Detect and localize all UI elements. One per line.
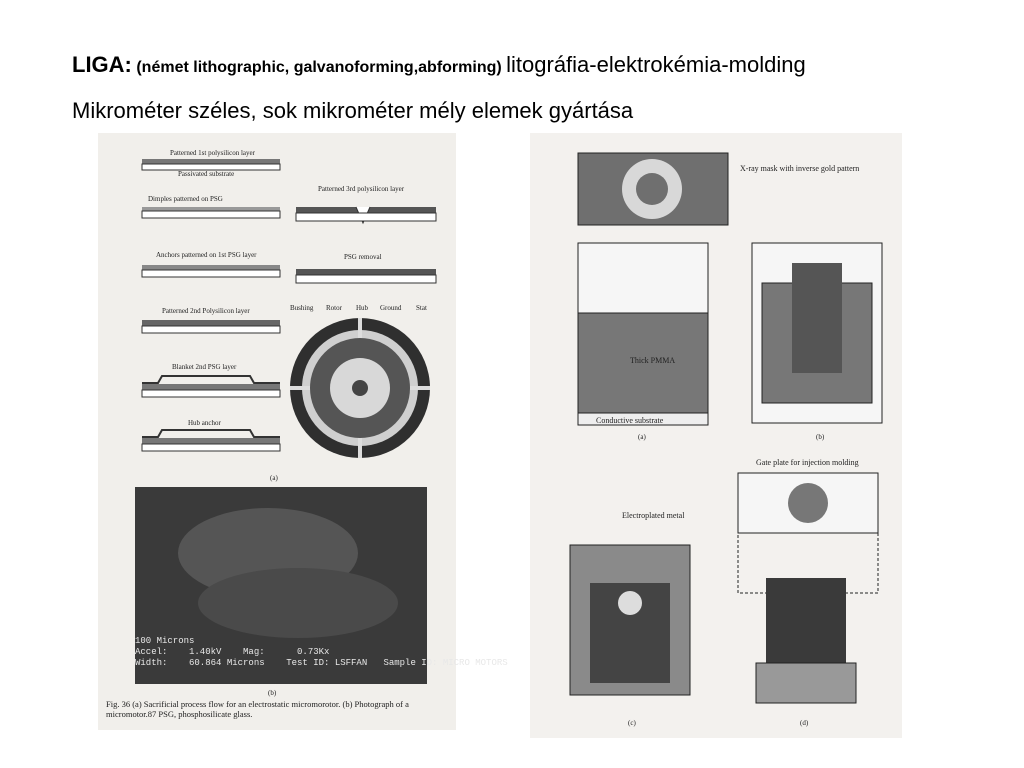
photo-overlay-line-2: Accel: 1.40kV Mag: 0.73Kx: [135, 647, 330, 657]
step-8: [296, 253, 436, 283]
figure-label-b-left: (b): [268, 689, 277, 697]
step-label-3: Dimples patterned on PSG: [148, 195, 223, 203]
step-label-4: Anchors patterned on 1st PSG layer: [156, 251, 257, 259]
title-liga: LIGA:: [72, 52, 132, 77]
photo-overlay-line-1: 100 Microns: [135, 636, 195, 646]
mask-label: X-ray mask with inverse gold pattern: [740, 164, 860, 173]
figure-label-a-left: (a): [270, 474, 278, 482]
step-label-1: Patterned 1st polysilicon layer: [170, 149, 255, 157]
liga-process-figure: [530, 133, 902, 738]
figure-caption: Fig. 36 (a) Sacrificial process flow for an electrostatic micromorotor. (b) Photograph of a micromotor.87 PSG, phosphosilicate glass.: [106, 699, 409, 719]
part-hub: Hub: [356, 304, 369, 312]
photo-metadata: [135, 636, 508, 669]
step-7: [296, 185, 436, 223]
electroplated-label: Electroplated metal: [622, 511, 685, 520]
figure-label-c: (c): [628, 719, 636, 727]
micromotor-top-view: [290, 318, 430, 458]
title-parenthetical: (német lithographic, galvanoforming,abforming): [136, 59, 502, 76]
gate-plate-label: Gate plate for injection molding: [756, 458, 859, 467]
slide-title: [72, 52, 806, 78]
step-2: [142, 195, 280, 218]
part-stat: Stat: [416, 304, 427, 312]
xray-mask: [578, 153, 728, 225]
part-labels: [290, 304, 427, 312]
step-label-5: Patterned 2nd Polysilicon layer: [162, 307, 250, 315]
step-label-6: Blanket 2nd PSG layer: [172, 363, 237, 371]
liga-process-diagram: [530, 133, 902, 738]
step-label-9: PSG removal: [344, 253, 382, 261]
part-rotor: Rotor: [326, 304, 342, 312]
photo-overlay-line-3: Width: 60.864 Microns Test ID: LSFFAN Sample ID: MICRO MOTORS: [135, 658, 508, 668]
title-description: litográfia-elektrokémia-molding: [506, 52, 806, 77]
developed-structure: [752, 243, 882, 423]
pmma-label: Thick PMMA: [630, 356, 676, 365]
step-6: [142, 419, 280, 451]
figure-label-b-right: (b): [816, 433, 825, 441]
part-bushing: Bushing: [290, 304, 314, 312]
surface-micromachining-figure: [98, 133, 508, 730]
figure-label-d: (d): [800, 719, 809, 727]
figure-label-a-right: (a): [638, 433, 646, 441]
electroplated-structure: [570, 545, 690, 695]
step-1: [142, 149, 280, 178]
injection-mold: [738, 473, 878, 703]
step-5: [142, 363, 280, 397]
step-3: [142, 251, 280, 277]
substrate-label: Conductive substrate: [596, 416, 664, 425]
pmma-block: [578, 243, 708, 425]
slide-subtitle: Mikrométer széles, sok mikrométer mély elemek gyártása: [72, 98, 634, 123]
part-ground: Ground: [380, 304, 402, 312]
step-label-2: Passivated substrate: [178, 170, 235, 178]
step-label-8: Patterned 3rd polysilicon layer: [318, 185, 405, 193]
step-4: [142, 307, 280, 333]
step-label-7: Hub anchor: [188, 419, 221, 427]
